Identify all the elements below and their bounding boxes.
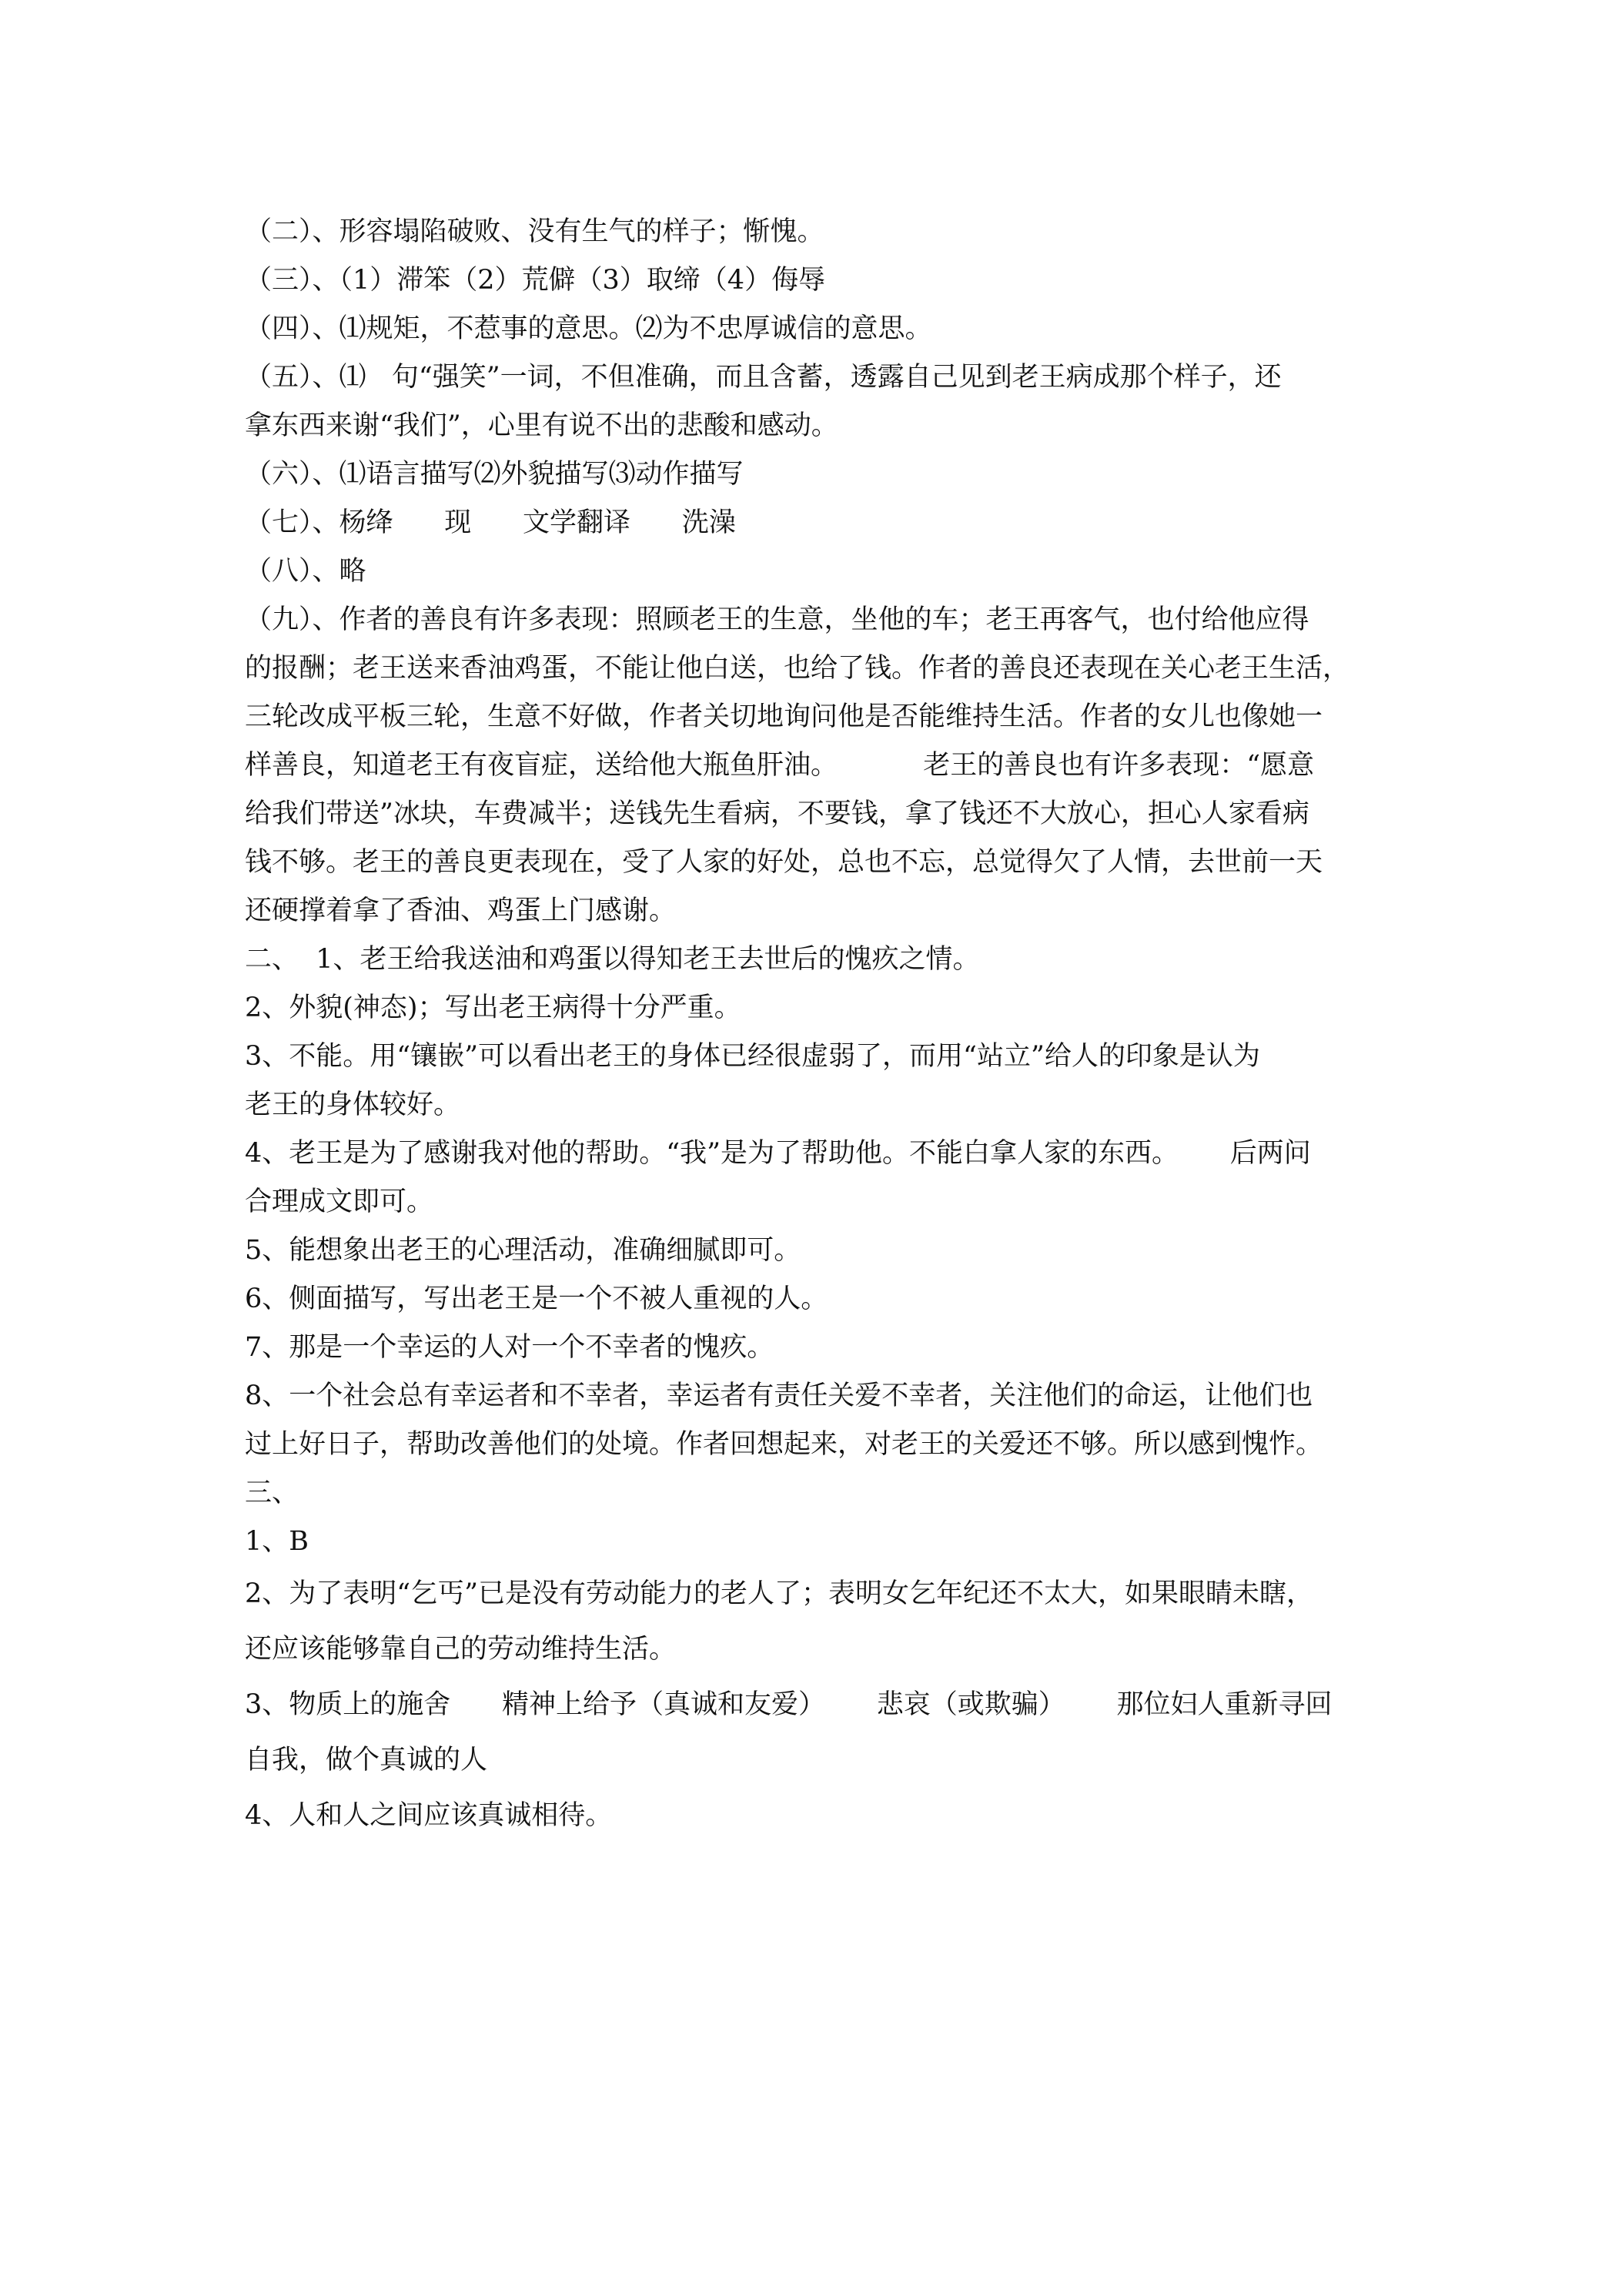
answer-line-2-9-cont-5: 钱不够。老王的善良更表现在，受了人家的好处，总也不忘，总觉得欠了人情，去世前一天 [245, 847, 1323, 878]
section-3-q3: 3、物质上的施舍 精神上给予（真诚和友爱） 悲哀（或欺骗） 那位妇人重新寻回 [245, 1689, 1333, 1720]
section-2-q1: 二、 1、老王给我送油和鸡蛋以得知老王去世后的愧疚之情。 [245, 944, 980, 975]
answer-line-2-9-cont-2: 三轮改成平板三轮，生意不好做，作者关切地询问他是否能维持生活。作者的女儿也像她一 [245, 701, 1323, 732]
answer-line-2-6: （六）、⑴语言描写⑵外貌描写⑶动作描写 [245, 459, 744, 490]
section-3-q2-cont: 还应该能够靠自己的劳动维持生活。 [245, 1634, 677, 1665]
section-2-q5: 5、能想象出老王的心理活动，准确细腻即可。 [245, 1235, 801, 1266]
answer-line-2-9-cont-6: 还硬撑着拿了香油、鸡蛋上门感谢。 [245, 895, 677, 926]
section-2-q2: 2、外貌(神态)；写出老王病得十分严重。 [245, 992, 741, 1023]
answer-line-2-3: （三）、（1）滞笨（2）荒僻（3）取缔（4）侮辱 [245, 265, 826, 296]
section-2-q6: 6、侧面描写，写出老王是一个不被人重视的人。 [245, 1284, 828, 1314]
answer-line-2-9-cont-4: 给我们带送”冰块，车费减半；送钱先生看病，不要钱，拿了钱还不大放心，担心人家看病 [245, 798, 1309, 829]
section-3-q4: 4、人和人之间应该真诚相待。 [245, 1800, 613, 1831]
answer-line-2-9-cont-3: 样善良，知道老王有夜盲症，送给他大瓶鱼肝油。 老王的善良也有许多表现：“愿意 [245, 750, 1315, 781]
answer-line-2-8: （八）、略 [245, 556, 366, 587]
section-2-q3: 3、不能。用“镶嵌”可以看出老王的身体已经很虚弱了，而用“站立”给人的印象是认为 [245, 1041, 1260, 1072]
answer-line-2-7: （七）、杨绛 现 文学翻译 洗澡 [245, 507, 736, 538]
answer-text-block [245, 208, 1400, 1843]
section-2-q4-cont: 合理成文即可。 [245, 1186, 434, 1217]
answer-line-2-2: （二）、形容塌陷破败、没有生气的样子；惭愧。 [245, 216, 824, 247]
answer-line-2-4: （四）、⑴规矩，不惹事的意思。⑵为不忠厚诚信的意思。 [245, 313, 932, 344]
section-3-q3-cont: 自我，做个真诚的人 [245, 1745, 488, 1776]
section-2-q7: 7、那是一个幸运的人对一个不幸者的愧疚。 [245, 1332, 774, 1363]
section-3-heading: 三、 [245, 1478, 299, 1508]
answer-line-2-5: （五）、⑴ 句“强笑”一词，不但准确，而且含蓄，透露自己见到老王病成那个样子，还 [245, 362, 1282, 393]
section-3-q2: 2、为了表明“乞丐”已是没有劳动能力的老人了；表明女乞年纪还不太大，如果眼睛未瞎， [245, 1578, 1314, 1609]
section-2-q8: 8、一个社会总有幸运者和不幸者，幸运者有责任关爱不幸者，关注他们的命运，让他们也 [245, 1381, 1313, 1411]
section-2-q4: 4、老王是为了感谢我对他的帮助。“我”是为了帮助他。不能白拿人家的东西。 后两问 [245, 1138, 1311, 1169]
section-2-q8-cont: 过上好日子，帮助改善他们的处境。作者回想起来，对老王的关爱还不够。所以感到愧怍。 [245, 1429, 1323, 1460]
answer-line-2-5-cont: 拿东西来谢“我们”，心里有说不出的悲酸和感动。 [245, 410, 838, 441]
answer-line-2-9: （九）、作者的善良有许多表现：照顾老王的生意，坐他的车；老王再客气，也付给他应得 [245, 604, 1309, 635]
answer-line-2-9-cont-1: 的报酬；老王送来香油鸡蛋，不能让他白送，也给了钱。作者的善良还表现在关心老王生活， [245, 653, 1350, 684]
section-3-q1: 1、B [245, 1526, 309, 1557]
section-2-q3-cont: 老王的身体较好。 [245, 1089, 461, 1120]
